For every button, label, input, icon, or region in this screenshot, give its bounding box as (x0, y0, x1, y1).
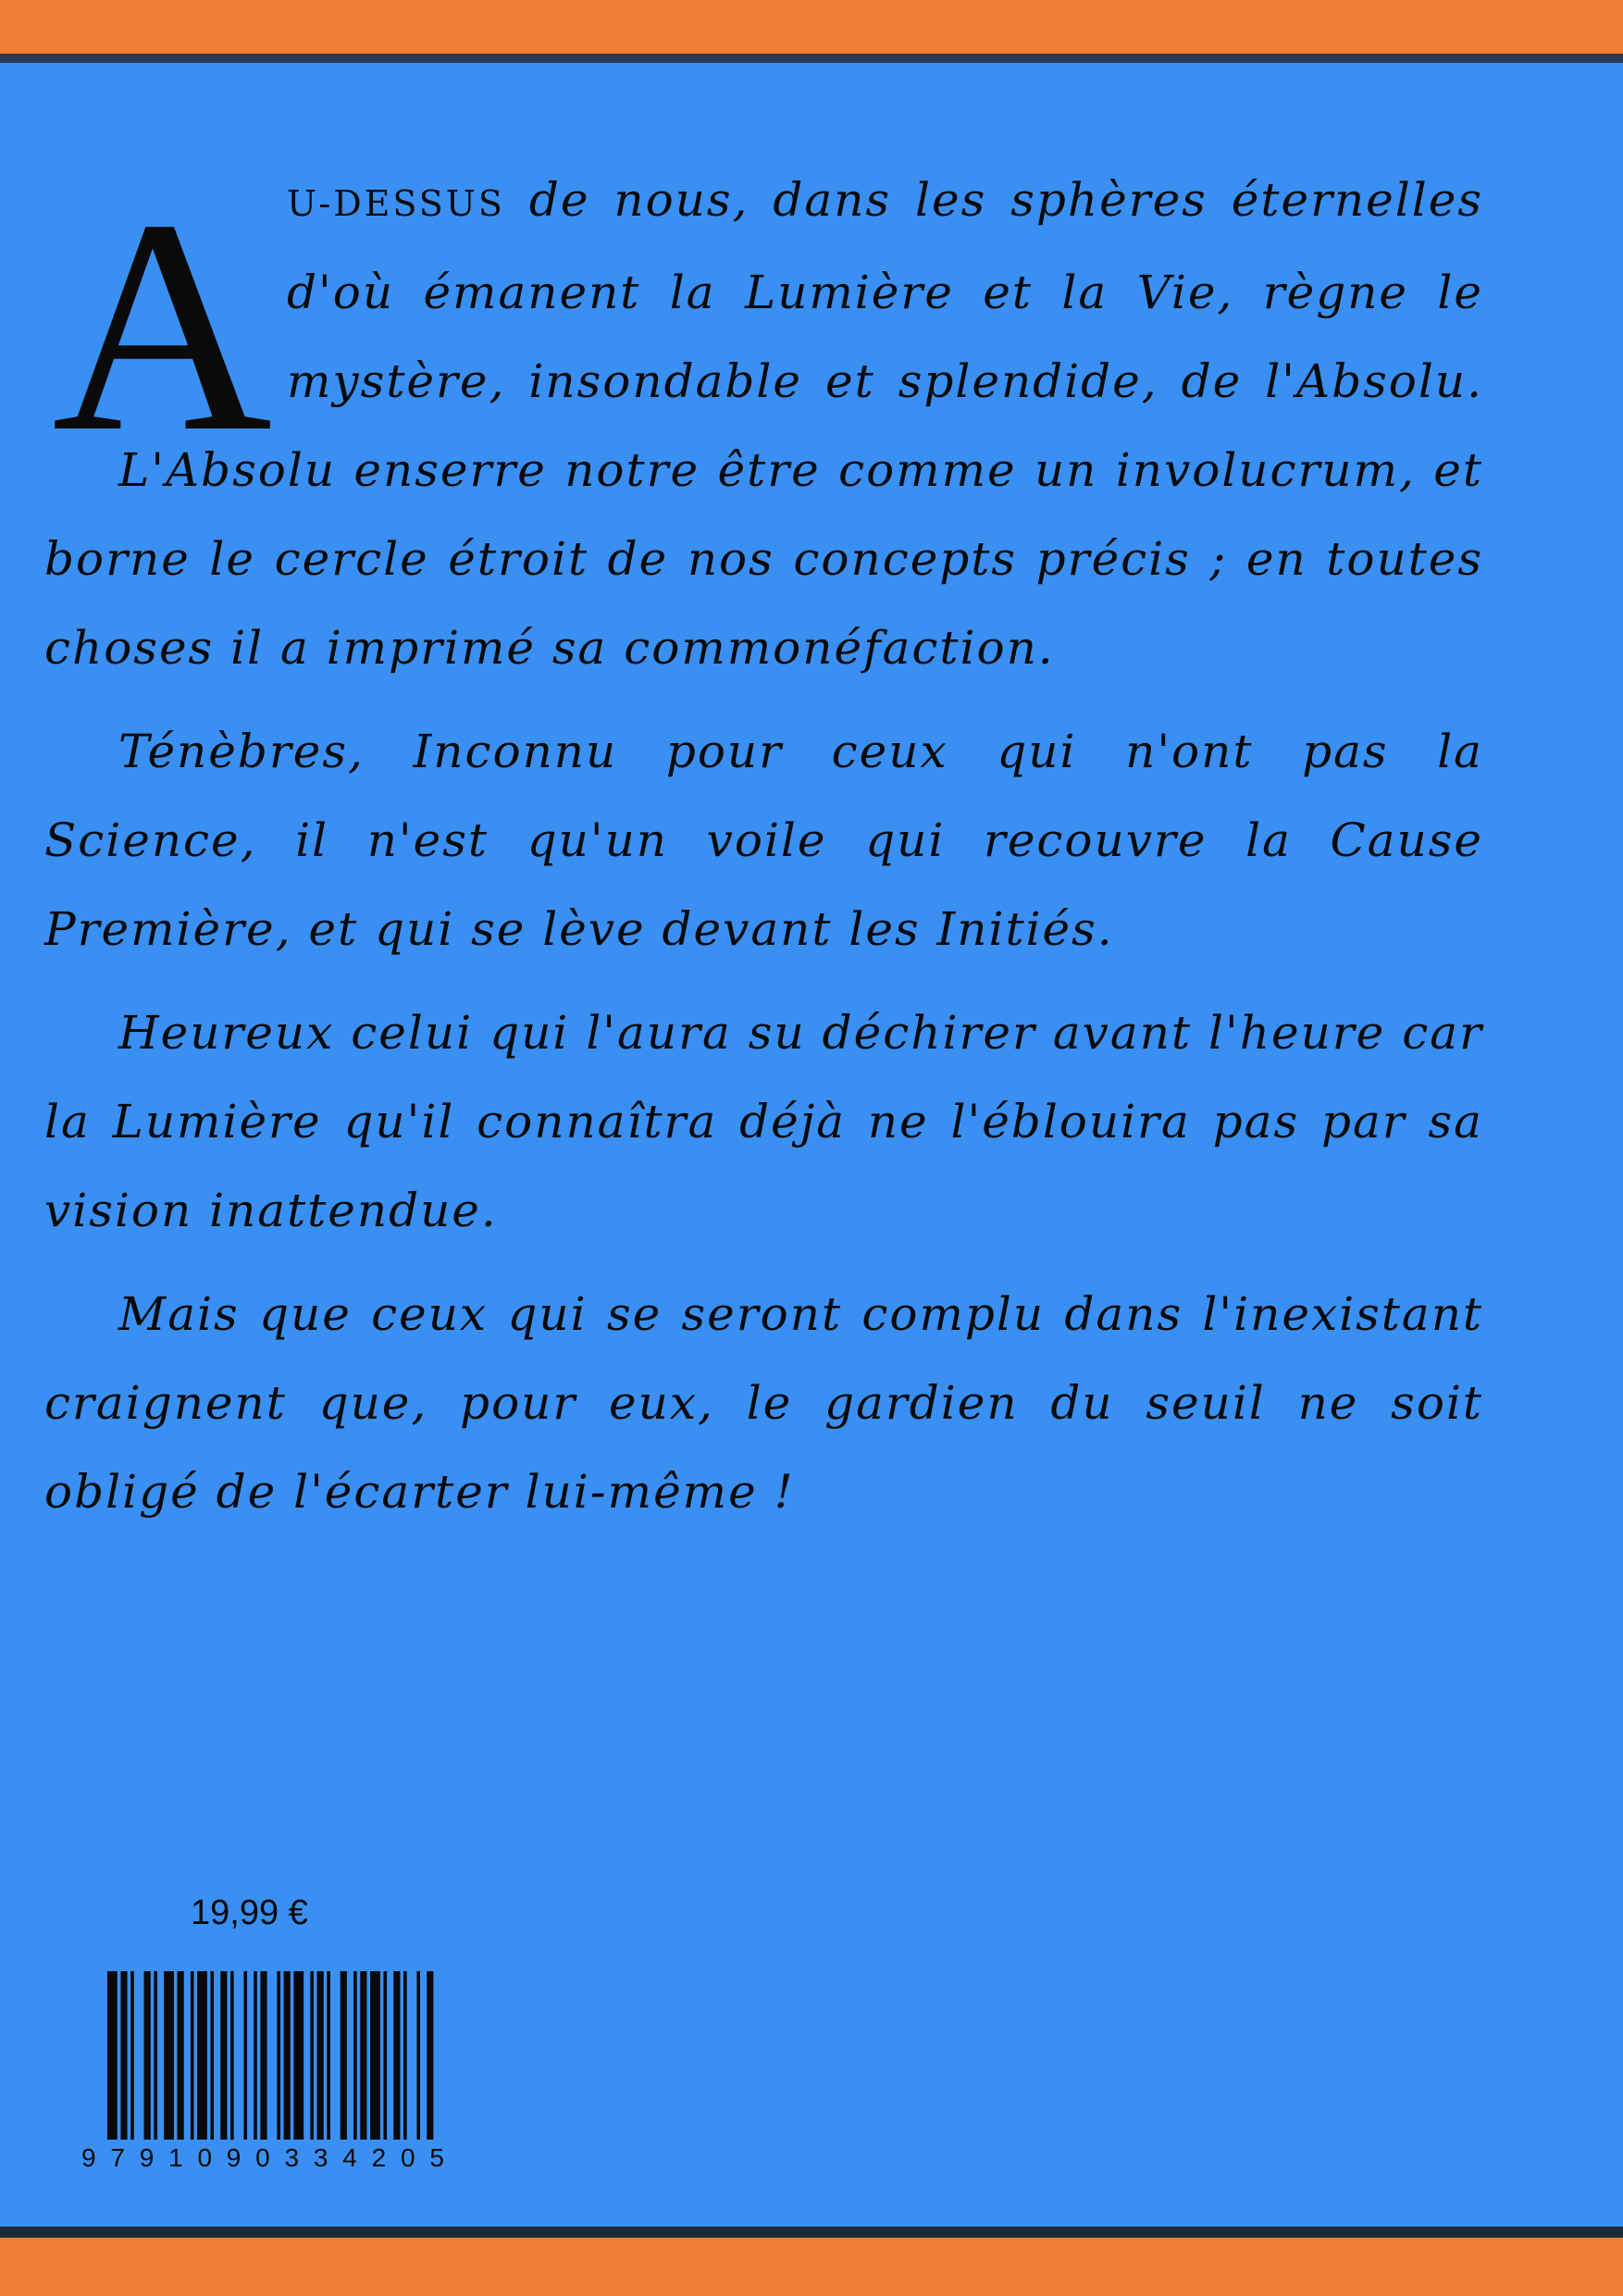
barcode-bar (277, 1971, 280, 2140)
barcode-digits (81, 2143, 444, 2173)
paragraph-tenebres: Ténèbres, Inconnu pour ceux qui n'ont pas la Science, il n'est qu'un voile qui recouvre la Cause Première, et qui se lève devant les Initiés. (44, 725, 1483, 956)
barcode-bar (230, 1971, 234, 2140)
barcode-bars (107, 1971, 437, 2140)
barcode-bar (383, 1971, 387, 2140)
paragraph-absolu: L'Absolu enserre notre être comme un involucrum, et borne le cercle étroit de nos concepts précis ; en toutes choses il a imprimé sa commonéfaction. (44, 443, 1483, 675)
barcode-bar (178, 1971, 184, 2140)
barcode-bar (293, 1971, 304, 2140)
barcode-bar (416, 1971, 420, 2140)
barcode-digit: 0 (400, 2143, 415, 2172)
barcode-digit: 1 (168, 2143, 183, 2172)
barcode-bar (327, 1971, 330, 2140)
bottom-orange-border (0, 2238, 1623, 2296)
paragraph-heureux: Heureux celui qui l'aura su déchirer avant l'heure car la Lumière qu'il connaîtra déjà ne l'éblouira pas par sa vision inattendue. (44, 1006, 1483, 1237)
paragraph-mais: Mais que ceux qui se seront complu dans l'inexistant craignent que, pour eux, le gardien du seuil ne soit obligé de l'écarter lui-même ! (44, 1287, 1483, 1519)
barcode-bar (164, 1971, 174, 2140)
barcode-bar (154, 1971, 157, 2140)
barcode-bar (191, 1971, 194, 2140)
top-orange-border (0, 0, 1623, 57)
blurb-text (44, 155, 1483, 1536)
top-dark-rule (0, 54, 1623, 63)
barcode-bar (360, 1971, 366, 2140)
isbn-barcode (81, 1962, 444, 2180)
bottom-dark-rule (0, 2227, 1623, 2238)
barcode-digit: 0 (197, 2143, 213, 2172)
drop-cap: A (52, 157, 275, 495)
barcode-bar (197, 1971, 207, 2140)
barcode-bar (210, 1971, 214, 2140)
barcode-digit: 9 (226, 2143, 242, 2172)
barcode-bar (284, 1971, 291, 2140)
first-paragraph-line-1 (287, 155, 1483, 248)
barcode-bar (353, 1971, 357, 2140)
first-paragraph-line-3: mystère, insondable et splendide, de l'Absolu. (287, 354, 1483, 408)
barcode-digit: 9 (139, 2143, 155, 2172)
barcode-bar (317, 1971, 324, 2140)
barcode-bar (144, 1971, 151, 2140)
barcode-bar (341, 1971, 347, 2140)
barcode-digit: 7 (110, 2143, 125, 2172)
barcode-bar (393, 1971, 400, 2140)
small-caps-lead: U-DESSUS (287, 183, 505, 224)
barcode-digit: 3 (313, 2143, 328, 2172)
barcode-bar (260, 1971, 266, 2140)
barcode-bar (130, 1971, 134, 2140)
barcode-bar (254, 1971, 257, 2140)
barcode-bar (403, 1971, 407, 2140)
barcode-bar (243, 1971, 247, 2140)
barcode-bar (427, 1971, 433, 2140)
barcode-digit: 9 (81, 2143, 96, 2172)
first-paragraph-line-2: d'où émanent la Lumière et la Vie, règne le (287, 266, 1483, 319)
barcode-bar (220, 1971, 227, 2140)
barcode-digit: 4 (342, 2143, 357, 2172)
price-label: 19,99 € (191, 1893, 308, 1932)
barcode-digit: 3 (284, 2143, 300, 2172)
barcode-bar (107, 1971, 118, 2140)
barcode-digit: 2 (371, 2143, 387, 2172)
barcode-bar (310, 1971, 314, 2140)
barcode-digit: 5 (429, 2143, 444, 2172)
first-line-rest: de nous, dans les sphères éternelles (528, 173, 1483, 227)
barcode-bar (370, 1971, 380, 2140)
barcode-digit: 0 (255, 2143, 270, 2172)
barcode-bar (120, 1971, 127, 2140)
